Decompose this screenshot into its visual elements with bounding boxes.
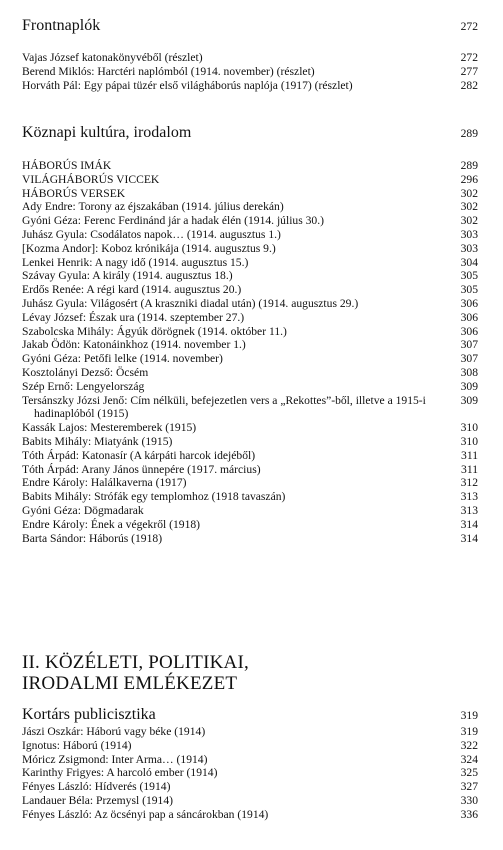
toc-entry [22, 780, 478, 794]
toc-entry-page: 308 [460, 365, 478, 379]
toc-entry-title: Berend Miklós: Harctéri naplómból (1914. november) (részlet) [22, 64, 315, 78]
toc-entry-page: 282 [460, 78, 478, 92]
toc-entry [22, 463, 478, 477]
part-heading-line2: IRODALMI EMLÉKEZET [22, 673, 238, 694]
toc-entry-title: Ady Endre: Torony az éjszakában (1914. július derekán) [22, 200, 284, 214]
toc-entry-page: 306 [460, 310, 478, 324]
section-heading-title: Kortárs publicisztika [22, 706, 156, 723]
toc-entry-title: HÁBORÚS VERSEK [22, 186, 126, 200]
toc-entry-title: HÁBORÚS IMÁK [22, 159, 112, 172]
toc-entry [22, 269, 478, 283]
toc-entry [22, 518, 478, 532]
toc-entry-page: 302 [460, 200, 478, 214]
toc-entry-page: 305 [460, 269, 478, 283]
toc-entry [22, 242, 478, 256]
toc-entry-title: [Kozma Andor]: Koboz krónikája (1914. augusztus 9.) [22, 241, 276, 255]
toc-entry [22, 794, 478, 808]
toc-entry-title: Kassák Lajos: Mesteremberek (1915) [22, 421, 197, 435]
section-heading [22, 124, 478, 143]
toc-entry [22, 725, 478, 739]
toc-list [22, 725, 478, 822]
toc-entry-title: Erdős Renée: A régi kard (1914. augusztus 20.) [22, 283, 242, 297]
toc-entry-title: Lenkei Henrik: A nagy idő (1914. augusztus 15.) [22, 255, 249, 269]
toc-entry-page: 302 [460, 214, 478, 228]
toc-entry [22, 394, 478, 422]
toc-entry [22, 228, 478, 242]
toc-entry [22, 739, 478, 753]
toc-entry-page: 336 [460, 807, 478, 821]
toc-entry-title: Ignotus: Háború (1914) [22, 738, 132, 752]
part-heading-line1: II. KÖZÉLETI, POLITIKAI, [22, 652, 249, 673]
toc-entry-page: 313 [460, 490, 478, 504]
toc-entry-page: 307 [460, 352, 478, 366]
toc-entry [22, 380, 478, 394]
toc-entry-title: Móricz Zsigmond: Inter Arma… (1914) [22, 752, 208, 766]
toc-entry-page: 312 [460, 476, 478, 490]
toc-entry [22, 214, 478, 228]
toc-entry-page: 303 [460, 241, 478, 255]
toc-entry-title: Endre Károly: Halálkaverna (1917) [22, 476, 187, 490]
toc-entry [22, 808, 478, 822]
toc-entry-page: 311 [461, 462, 478, 476]
toc-entry-page: 311 [461, 448, 478, 462]
section-heading-title: Köznapi kultúra, irodalom [22, 124, 192, 141]
toc-entry-page: 313 [460, 503, 478, 517]
toc-entry-page: 325 [460, 766, 478, 780]
toc-entry [22, 753, 478, 767]
section-kortars-publicisztika [22, 706, 478, 822]
toc-entry-title: Juhász Gyula: Világosért (A kraszniki diadal után) (1914. augusztus 29.) [22, 296, 359, 310]
toc-entry [22, 352, 478, 366]
toc-entry-page: 289 [460, 159, 478, 172]
toc-entry [22, 159, 478, 173]
toc-entry [22, 200, 478, 214]
toc-entry-title: Kosztolányi Dezső: Öcsém [22, 365, 149, 379]
toc-entry-title: Juhász Gyula: Csodálatos napok… (1914. augusztus 1.) [22, 227, 281, 241]
toc-entry [22, 79, 478, 93]
toc-entry [22, 283, 478, 297]
toc-entry [22, 65, 478, 79]
section-heading-title: Frontnaplók [22, 17, 101, 34]
toc-entry-page: 314 [460, 517, 478, 531]
toc-entry-page: 309 [460, 379, 478, 393]
toc-entry [22, 173, 478, 187]
toc-entry-page: 296 [460, 172, 478, 186]
toc-entry-title: Barta Sándor: Háborús (1918) [22, 531, 163, 545]
section-heading-page: 289 [460, 127, 478, 140]
toc-entry [22, 297, 478, 311]
toc-entry-page: 306 [460, 324, 478, 338]
toc-entry-page: 304 [460, 255, 478, 269]
toc-entry-page: 310 [460, 434, 478, 448]
toc-entry-title: VILÁGHÁBORÚS VICCEK [22, 172, 160, 186]
toc-entry-page: 307 [460, 338, 478, 352]
toc-entry [22, 366, 478, 380]
toc-entry [22, 766, 478, 780]
toc-entry [22, 476, 478, 490]
toc-entry-title: Szávay Gyula: A király (1914. augusztus 18.) [22, 269, 233, 283]
section-heading-page: 272 [460, 20, 478, 33]
toc-entry-title: Gyóni Géza: Ferenc Ferdinánd jár a hadak élén (1914. július 30.) [22, 214, 324, 228]
toc-entry [22, 338, 478, 352]
toc-entry-page: 330 [460, 793, 478, 807]
part-heading [22, 652, 478, 694]
toc-entry [22, 504, 478, 518]
toc-entry [22, 256, 478, 270]
toc-entry [22, 449, 478, 463]
toc-entry-page: 306 [460, 296, 478, 310]
toc-entry-page: 327 [460, 780, 478, 794]
toc-entry-title: Tersánszky Józsi Jenő: Cím nélküli, befejezetlen vers a „Rekottes”-ből, illetve a 1915-i hadinaplóból (1915) [22, 393, 426, 421]
toc-entry-title: Tóth Árpád: Katonasír (A kárpáti harcok idejéből) [22, 448, 256, 462]
toc-entry [22, 51, 478, 65]
toc-entry-title: Fényes László: Az öcsényi pap a sáncárokban (1914) [22, 807, 269, 821]
section-heading-page: 319 [460, 709, 478, 722]
toc-entry [22, 490, 478, 504]
toc-entry-title: Karinthy Frigyes: A harcoló ember (1914) [22, 766, 218, 780]
toc-entry-title: Babits Mihály: Strófák egy templomhoz (1918 tavaszán) [22, 490, 286, 504]
toc-entry-page: 314 [460, 531, 478, 545]
toc-entry-title: Horváth Pál: Egy pápai tüzér első világháborús naplója (1917) (részlet) [22, 78, 353, 92]
toc-entry-title: Gyóni Géza: Dögmadarak [22, 503, 144, 517]
toc-entry-page: 303 [460, 227, 478, 241]
toc-entry [22, 532, 478, 546]
toc-list [22, 159, 478, 545]
toc-entry [22, 421, 478, 435]
toc-list [22, 51, 478, 92]
toc-entry-page: 319 [460, 725, 478, 738]
toc-entry-page: 309 [460, 393, 478, 407]
toc-entry-page: 310 [460, 421, 478, 435]
toc-entry-page: 305 [460, 283, 478, 297]
toc-entry-page: 302 [460, 186, 478, 200]
toc-entry [22, 311, 478, 325]
section-koznapi-kultura [22, 124, 478, 545]
toc-entry-page: 272 [460, 51, 478, 64]
toc-entry [22, 187, 478, 201]
toc-entry-title: Jászi Oszkár: Háború vagy béke (1914) [22, 725, 206, 738]
toc-entry [22, 325, 478, 339]
toc-entry-page: 277 [460, 64, 478, 78]
toc-entry-title: Jakab Ödön: Katonáinkhoz (1914. november 1.) [22, 338, 246, 352]
section-frontnaplok [22, 17, 478, 92]
toc-entry-title: Szabolcska Mihály: Ágyúk dörögnek (1914. október 11.) [22, 324, 287, 338]
section-heading [22, 706, 478, 725]
toc-entry-title: Babits Mihály: Miatyánk (1915) [22, 434, 173, 448]
toc-entry-title: Lévay József: Észak ura (1914. szeptember 27.) [22, 310, 245, 324]
toc-entry-title: Szép Ernő: Lengyelország [22, 379, 145, 393]
toc-entry-title: Vajas József katonakönyvéből (részlet) [22, 51, 203, 64]
toc-entry-title: Gyóni Géza: Petőfi lelke (1914. november) [22, 352, 223, 366]
toc-entry-title: Landauer Béla: Przemysl (1914) [22, 793, 173, 807]
section-heading [22, 17, 478, 36]
toc-entry-page: 322 [460, 738, 478, 752]
toc-entry-page: 324 [460, 752, 478, 766]
toc-entry-title: Fényes László: Hídverés (1914) [22, 780, 171, 794]
toc-entry-title: Tóth Árpád: Arany János ünnepére (1917. március) [22, 462, 261, 476]
toc-entry-title: Endre Károly: Ének a végekről (1918) [22, 517, 201, 531]
toc-entry [22, 435, 478, 449]
